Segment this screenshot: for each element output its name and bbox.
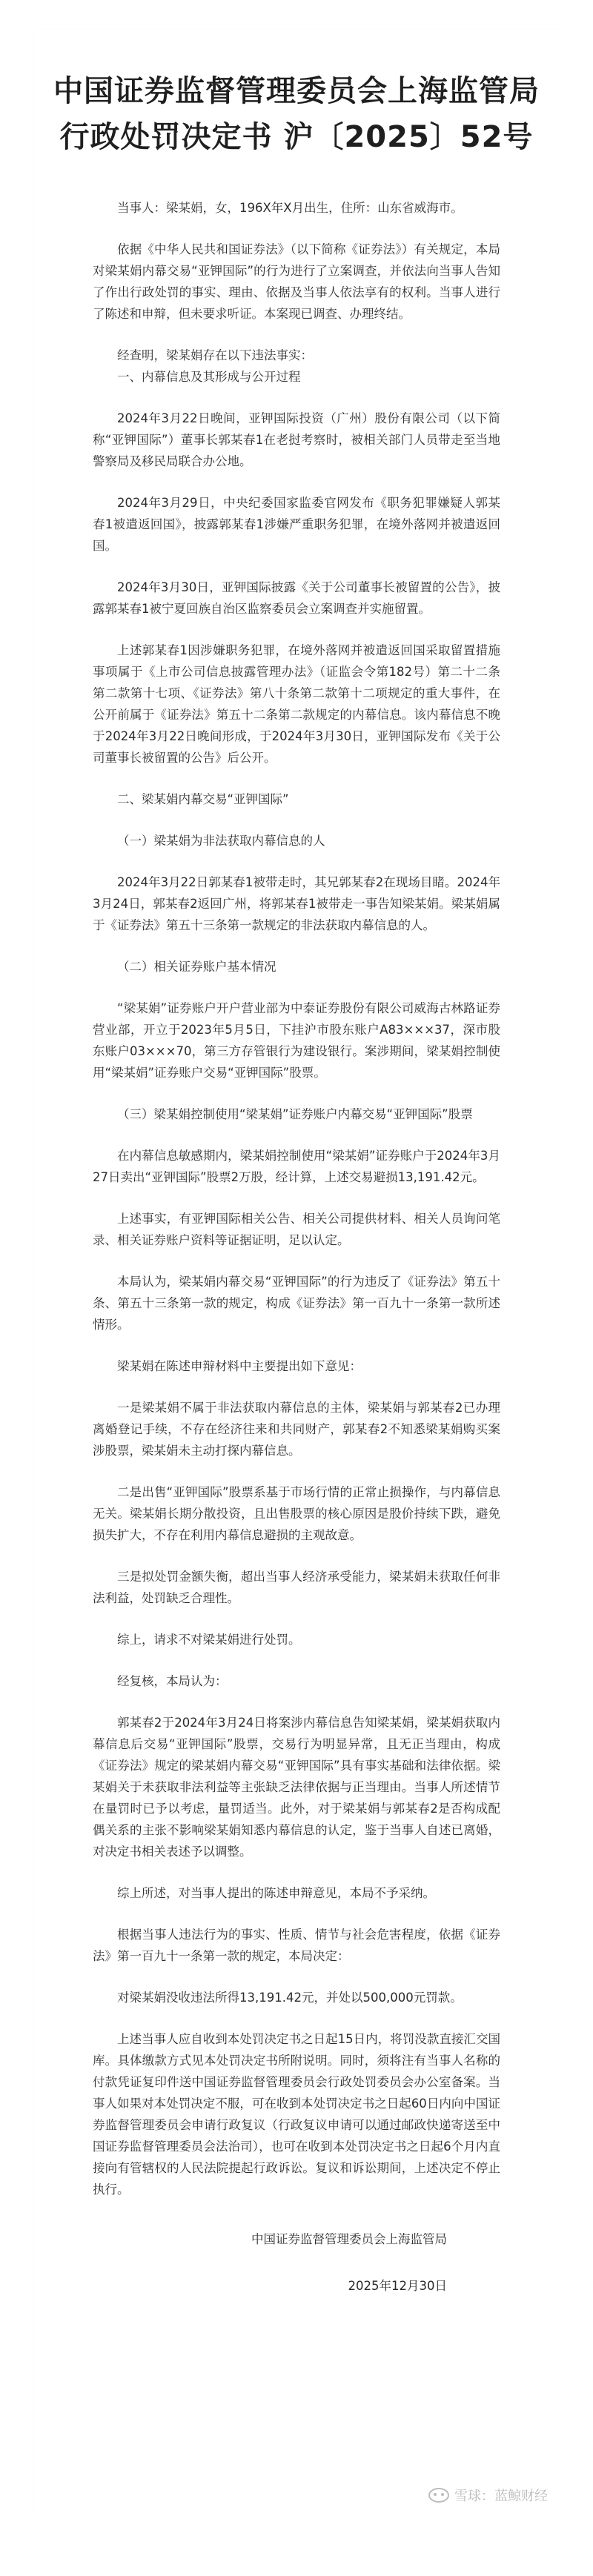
paragraph: 三是拟处罚金额失衡，超出当事人经济承受能力，梁某娟未获取任何非法利益，处罚缺乏合理性。 <box>93 1570 500 1605</box>
paragraph: 本局认为，梁某娟内幕交易“亚钾国际”的行为违反了《证券法》第五十条、第五十三条第一款的规定，构成《证券法》第一百九十一条第一款所述情形。 <box>93 1275 500 1332</box>
signature-date: 2025年12月30日 <box>348 2279 447 2293</box>
paragraph: 上述郭某春1因涉嫌职务犯罪，在境外落网并被遣返回国采取留置措施事项属于《上市公司信息披露管理办法》（证监会令第182号）第二十二条第二款第十七项、《证券法》第八十条第二款第十二项规定的重大事件，在公开前属于《证券法》第五十二条第二款规定的内幕信息。该内幕信息不晚于2024年3月22日晚间形成，于2024年3月30日，亚钾国际发布《关于公司董事长被留置的公告》后公开。 <box>93 643 500 765</box>
xueqiu-logo-icon <box>428 2487 450 2503</box>
paragraph: 综上所述，对当事人提出的陈述申辩意见，本局不予采纳。 <box>117 1886 435 1900</box>
paragraph: “梁某娟”证券账户开户营业部为中泰证券股份有限公司威海古林路证券营业部，开立于2023年5月5日，下挂沪市股东账户A83×××37，深市股东账户03×××70，第三方存管银行为建设银行。案涉期间，梁某娟控制使用“梁某娟”证券账户交易“亚钾国际”股票。 <box>93 1001 500 1080</box>
section-heading: 一、内幕信息及其形成与公开过程 <box>117 370 301 384</box>
penalty-decision: 上述当事人应自收到本处罚决定书之日起15日内，将罚没款直接汇交国库。具体缴款方式见本处罚决定书所附说明。同时，须将注有当事人名称的付款凭证复印件送中国证券监督管理委员会行政处罚委员会办公室备案。当事人如果对本处罚决定不服，可在收到本处罚决定书之日起60日内向中国证券监督管理委员会申请行政复议（行政复议申请可以通过邮政快递寄送至中国证券监督管理委员会法治司），也可在收到本处罚决定书之日起6个月内直接向有管辖权的人民法院提起行政诉讼。复议和诉讼期间，上述决定不停止执行。 <box>93 2032 500 2197</box>
subsection-heading: （三）梁某娟控制使用“梁某娟”证券账户内幕交易“亚钾国际”股票 <box>117 1107 473 1121</box>
paragraph: 2024年3月30日，亚钾国际披露《关于公司董事长被留置的公告》，披露郭某春1被宁夏回族自治区监察委员会立案调查并实施留置。 <box>93 580 500 616</box>
section-heading: 二、梁某娟内幕交易“亚钾国际” <box>117 792 289 806</box>
subsection-heading: （一）梁某娟为非法获取内幕信息的人 <box>117 834 325 848</box>
watermark-text: 雪球：蓝鲸财经 <box>454 2489 548 2504</box>
paragraph: 依据《中华人民共和国证券法》（以下简称《证券法》）有关规定，本局对梁某娟内幕交易“亚钾国际”的行为进行了立案调查，并依法向当事人告知了作出行政处罚的事实、理由、依据及当事人依法享有的权利。当事人进行了陈述和申辩，但未要求听证。本案现已调查、办理终结。 <box>93 242 500 321</box>
paragraph: 经复核，本局认为： <box>117 1674 228 1688</box>
paragraph: 二是出售“亚钾国际”股票系基于市场行情的正常止损操作，与内幕信息无关。梁某娟长期分散投资，且出售股票的核心原因是股价持续下跌，避免损失扩大，不存在利用内幕信息避损的主观故意。 <box>93 1485 500 1542</box>
paragraph: 综上，请求不对梁某娟进行处罚。 <box>117 1633 301 1647</box>
document-page <box>33 30 560 2517</box>
signature-organization: 中国证券监督管理委员会上海监管局 <box>251 2232 447 2246</box>
paragraph: 郭某春2于2024年3月24日将案涉内幕信息告知梁某娟，梁某娟获取内幕信息后交易“亚钾国际”股票，交易行为明显异常，且无正当理由，构成《证券法》规定的梁某娟内幕交易“亚钾国际”具有事实基础和法律依据。梁某娟关于未获取非法利益等主张缺乏法律依据与正当理由。当事人所述情节在量罚时已予以考虑，量罚适当。此外，对于梁某娟与郭某春2是否构成配偶关系的主张不影响梁某娟知悉内幕信息的认定，鉴于当事人自述已离婚，对决定书相关表述予以调整。 <box>93 1716 500 1859</box>
title-line-2: 行政处罚决定书 沪〔2025〕52号 <box>59 120 534 154</box>
paragraph: 2024年3月22日晚间，亚钾国际投资（广州）股份有限公司（以下简称“亚钾国际”）董事长郭某春1在老挝考察时，被相关部门人员带走至当地警察局及移民局联合办公地。 <box>93 411 500 468</box>
paragraph: 梁某娟在陈述申辩材料中主要提出如下意见： <box>117 1359 362 1373</box>
paragraph: 2024年3月29日，中央纪委国家监委官网发布《职务犯罪嫌疑人郭某春1被遣返回国》，披露郭某春1涉嫌严重职务犯罪，在境外落网并被遣返回国。 <box>93 496 500 553</box>
paragraph: 2024年3月22日郭某春1被带走时，其兄郭某春2在现场目睹。2024年3月24日，郭某春2返回广州，将郭某春1被带走一事告知梁某娟。梁某娟属于《证券法》第五十三条第一款规定的非法获取内幕信息的人。 <box>93 875 500 932</box>
paragraph: 经查明，梁某娟存在以下违法事实： <box>117 348 313 362</box>
document-title <box>33 30 560 160</box>
subsection-heading: （二）相关证券账户基本情况 <box>117 960 276 974</box>
watermark <box>428 2486 548 2505</box>
paragraph: 在内幕信息敏感期内，梁某娟控制使用“梁某娟”证券账户于2024年3月27日卖出“亚钾国际”股票2万股，经计算，上述交易避损13,191.42元。 <box>93 1149 500 1184</box>
title-line-1: 中国证券监督管理委员会上海监管局 <box>53 74 540 108</box>
paragraph: 当事人：梁某娟，女，196X年X月出生，住所：山东省威海市。 <box>117 201 463 215</box>
paragraph: 上述事实，有亚钾国际相关公告、相关公司提供材料、相关人员询问笔录、相关证券账户资料等证据证明，足以认定。 <box>93 1212 500 1247</box>
paragraph: 对梁某娟没收违法所得13,191.42元，并处以500,000元罚款。 <box>117 1991 463 2005</box>
paragraph: 一是梁某娟不属于非法获取内幕信息的主体，梁某娟与郭某春2已办理离婚登记手续，不存在经济往来和共同财产，郭某春2不知悉梁某娟购买案涉股票，梁某娟未主动打探内幕信息。 <box>93 1401 500 1458</box>
paragraph: 根据当事人违法行为的事实、性质、情节与社会危害程度，依据《证券法》第一百九十一条第一款的规定，本局决定： <box>93 1928 500 1963</box>
document-body <box>33 160 560 2297</box>
